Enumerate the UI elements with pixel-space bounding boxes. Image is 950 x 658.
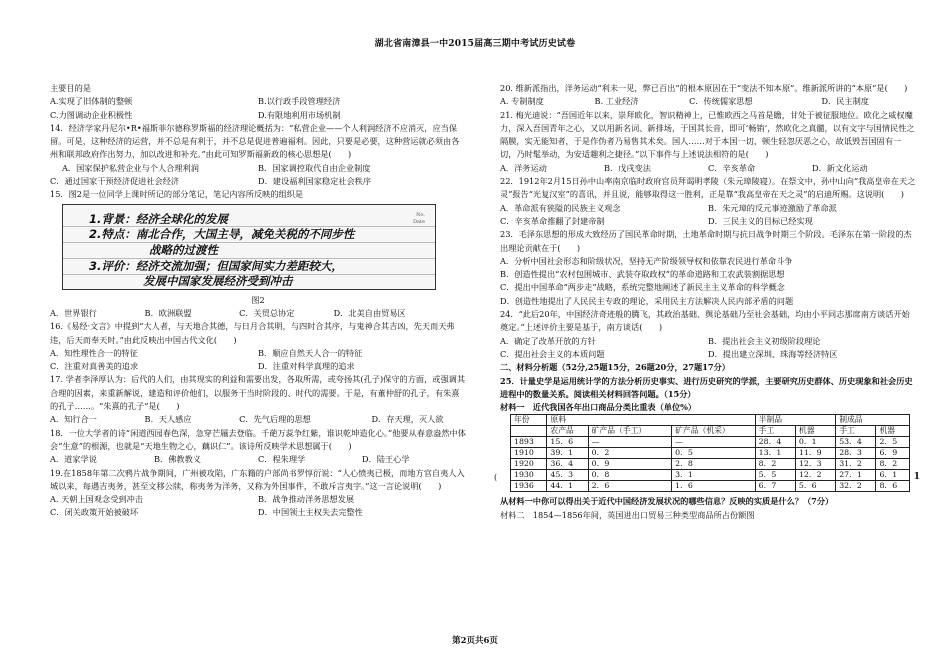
q16-option-d: D．注重对科学真理的追求	[258, 361, 355, 372]
note-date-label: Date	[413, 218, 425, 225]
q19-option-d: D．中国领土主权失去完整性	[258, 507, 363, 518]
table-cell: 36．4	[547, 459, 588, 470]
table-cell: 2．6	[588, 481, 672, 492]
table-cell: 8．6	[876, 481, 910, 492]
table-cell: 0．1	[795, 437, 835, 448]
q22-option-d: D．三民主义的目标已经实现	[708, 215, 813, 226]
table-cell: 12．3	[795, 459, 835, 470]
q13-options-row2	[50, 109, 466, 122]
q20-options	[500, 95, 916, 108]
q22-stem: 22．1912年2月15日孙中山率南京临时政府官员拜谒明孝陵（朱元璋陵寝）。在祭文中，孙中山向“我高皇帝在天之灵”报告“光复汉室”的喜讯，并且说，能够取得这一胜利，正是靠“我高皇帝在天之灵”的启迪所赐。这说明( )	[500, 176, 916, 200]
table-cell: 11．9	[795, 448, 835, 459]
q15-option-c: C．关贸总协定	[239, 307, 295, 318]
table-cell: 39．1	[547, 448, 588, 459]
page-footer: 第2页共6页	[452, 636, 498, 646]
q17-option-a: A．知行合一	[50, 414, 97, 425]
note-line-2: 2.特点：南北合作，大国主导，减免关税的不同步性	[89, 226, 355, 241]
table-header-cell: 矿产品（手工）	[588, 426, 672, 437]
q20-option-a: A. 专制制度	[500, 96, 544, 107]
q19-options-row1	[50, 493, 466, 506]
q16-option-b: B．顺应自然天人合一的特征	[258, 347, 363, 358]
table-header-cell: 制成品	[836, 415, 910, 426]
table-cell: 27．1	[836, 470, 876, 481]
note-line-5: 发展中国家发展经济受到冲击	[143, 273, 293, 288]
q18-option-c: C．程朱理学	[258, 454, 306, 465]
q18-option-a: A．道家学说	[50, 454, 97, 465]
table-cell: 1930	[511, 470, 547, 481]
table-cell: 1920	[511, 459, 547, 470]
q22-option-b: B．朱元璋的反元事迹激励了革命派	[708, 202, 837, 213]
q15-option-d: D．北美自由贸易区	[333, 307, 406, 318]
q19-options-row2	[50, 506, 466, 519]
q21-option-b: B．戊戌变法	[604, 162, 651, 173]
q21-option-a: A．洋务运动	[500, 162, 547, 173]
table-header-cell: 机器	[795, 426, 835, 437]
table-cell: 6．9	[876, 448, 910, 459]
q22-options-row1	[500, 202, 916, 215]
note-number-label: No.	[416, 211, 425, 218]
q24-option-d: D．提出建立深圳、珠海等经济特区	[708, 348, 838, 359]
table-cell: 3．1	[672, 470, 756, 481]
q24-options-row1	[500, 335, 916, 348]
q19-stem: 19.在1858年第二次鸦片战争期间，广州被攻陷，广东籍的户部尚书罗惇衍说：“人心愤夷已极，而地方官自夷人入城以来，每遇吉夷务，甚至文移公牍，称夷务为洋务，又称为外国事件，不敢斥言夷字。”这一言论说明( )	[50, 467, 465, 491]
q14-option-c: C．通过国家干预经济促进社会经济	[50, 176, 180, 187]
table-header-row-2	[511, 426, 910, 437]
q16-stem: 16.《易经·文言》中提到“大人者，与天地合其德，与日月合其明，与四时合其序，与鬼神合其吉凶，先天而天弗违，后天而奉天时。”由此反映出中国古代文化( )	[50, 321, 455, 345]
table-cell: 31．2	[836, 459, 876, 470]
table-cell: 28．4	[755, 437, 795, 448]
table-cell: 1893	[511, 437, 547, 448]
q25-stem: 25．计量史学是运用统计学的方法分析历史事实、进行历史研究的学派，主要研究历史群体、历史现象和社会历史进程中的数量关系。阅读相关材料回答问题。（15分）	[500, 375, 913, 399]
q16-option-c: C．注重对真善美的追求	[50, 361, 139, 372]
q14-options-row2	[50, 175, 466, 188]
q17-option-d: D．存天理，灭人欲	[371, 414, 444, 425]
q13-option-d: D.有限地利用市场机制	[258, 109, 341, 120]
q15-options	[50, 307, 466, 320]
q24-stem: 24．“此后20年，中国经济奇迹般的腾飞，其政治基础、舆论基础乃至社会基础，均由小平同志那席南方谈话开始奠定。”上述评价主要是基于，南方谈话( )	[500, 309, 910, 333]
table-cell: 5．5	[755, 470, 795, 481]
q20-stem: 20. 维新派指出，洋务运动“利未一见，弊已百出”的根本原因在于“变法不知本原”。维新派所讲的“本原”是( )	[500, 83, 908, 93]
q23-option-a: A．分析中国社会形态和阶级状况，坚持无产阶级领导权和依靠农民进行革命斗争	[500, 255, 793, 266]
q21-option-c: C．辛亥革命	[708, 162, 756, 173]
table-cell: 6．1	[876, 470, 910, 481]
q15-stem: 15．图2是一位同学上课时所记的部分笔记，笔记内容所反映的组织是	[50, 189, 304, 200]
table-header-row-1	[511, 415, 910, 426]
exam-title: 湖北省南漳县一中2015届高三期中考试历史试卷	[374, 39, 576, 49]
table-header-cell: 年份	[511, 415, 547, 426]
table-header-cell: 手工	[755, 426, 795, 437]
q13-stem-tail: 主要目的是	[50, 83, 91, 93]
table-cell: —	[672, 437, 756, 448]
table-cell: 0．5	[672, 448, 756, 459]
table-row	[511, 459, 910, 470]
table-cell: 32．2	[836, 481, 876, 492]
note-line-1: 1.背景：经济全球化的发展	[89, 211, 228, 226]
table-cell: 5．6	[795, 481, 835, 492]
q22-options-row2	[500, 215, 916, 228]
q22-option-c: C．辛亥革命推翻了封建帝制	[500, 215, 605, 226]
table-cell: 2．8	[672, 459, 756, 470]
table-row	[511, 481, 910, 492]
q21-option-d: D．新文化运动	[812, 162, 868, 173]
q17-options	[50, 413, 466, 426]
table-header-cell	[511, 426, 547, 437]
q14-option-b: B．国家调控取代自由企业制度	[258, 162, 371, 173]
table-cell: 45．3	[547, 470, 588, 481]
q20-option-c: C．传统儒家思想	[689, 96, 753, 107]
q14-option-a: A．国家保护私营企业与个人合理利润	[62, 162, 199, 173]
export-share-table	[510, 414, 910, 492]
figure-caption: 图2	[251, 294, 265, 305]
q16-option-a: A．知性理性合一的特征	[50, 347, 138, 358]
q24-option-a: A．确定了改革开放的方针	[500, 335, 596, 346]
section-2-heading: 二、材料分析题（52分,25题15分，26题20分，27题17分）	[500, 362, 730, 373]
q21-options	[500, 162, 916, 175]
table-cell: 1．6	[672, 481, 756, 492]
q23-option-b: B．创造性提出“农村包围城市、武装夺取政权”的革命道路和工农武装割据思想	[500, 269, 785, 280]
handwritten-notes-figure	[62, 204, 436, 290]
q17-stem: 17. 学者李泽厚认为：后代的人们，由其现实的利益和需要出发，各取所需，或夸扬其(孔子)保守的方面，或强调其合理的因素，来重新解说，建造和评价他们，以服务于当时阶段的、时代的需要。于是，有董仲舒的孔子，有朱熹的孔子……。“朱熹的孔子”是( )	[50, 374, 466, 412]
q24-option-c: C．提出社会主义的本质问题	[500, 348, 605, 359]
q23-stem: 23．毛泽东思想的形成大致经历了国民革命时期，土地革命时期与抗日战争时期三个阶段。毛泽东在第一阶段的杰出理论贡献在于( )	[500, 229, 912, 253]
table-header-cell: 机器	[876, 426, 910, 437]
table-cell: 8．2	[876, 459, 910, 470]
q17-option-c: C．先气后理的思想	[239, 414, 311, 425]
table-header-cell: 半制品	[755, 415, 836, 426]
table-cell: 1910	[511, 448, 547, 459]
q13-option-b: B.以行政手段管理经济	[258, 96, 341, 107]
q18-options	[50, 453, 466, 466]
q20-option-b: B. 工业经济	[594, 96, 639, 107]
note-line-4: 3.评价：经济交流加强；但国家间实力差距较大，	[89, 258, 343, 273]
table-cell: —	[588, 437, 672, 448]
table-header-cell: 农产品	[547, 426, 588, 437]
q16-options-row2	[50, 360, 466, 373]
table-cell: 28．3	[836, 448, 876, 459]
q23-option-c: C．提出中国革命“两步走”战略，系统完整地阐述了新民主主义革命的科学概念	[500, 282, 785, 293]
table-cell: 15．6	[547, 437, 588, 448]
q15-option-b: B．欧洲联盟	[144, 307, 192, 318]
q15-option-a: A．世界银行	[50, 307, 97, 318]
q16-options-row1	[50, 347, 466, 360]
table-row	[511, 470, 910, 481]
note-ruled-line	[63, 242, 435, 243]
q20-option-d: D．民主制度	[821, 96, 869, 107]
table-header-cell: 手工	[836, 426, 876, 437]
q13-option-a: A.实现了旧体制的整顿	[50, 96, 133, 107]
q13-option-c: C.力图调动企业积极性	[50, 109, 133, 120]
table-cell: 44．1	[547, 481, 588, 492]
table-cell: 0．9	[588, 459, 672, 470]
table-header-cell: 原料	[547, 415, 755, 426]
table-cell: 2．5	[876, 437, 910, 448]
q21-stem: 21. 梅光迪说：“吾国近年以来，崇拜欧化，智识精神上，已惟欧西之马首是瞻，甘处于被征服地位。欧化之威权魔力，深入吾国青年之心，又以用新名词、新排场，于国其长音，即可‘畅销’，然欧化之真髓，以有文字与国情民性之隔膜，实无能知者，于是作伪者乃易售其术矣。国人……对于本国一切，顿生轻忽厌恶之心，故诋毁吾国固有一切，乃时髦举动，为安适趣利之捷径。”以下事件与上述说法相符的是( )	[500, 109, 915, 160]
edge-mark: 1	[913, 472, 920, 482]
q22-option-a: A．革命派有狭隘的民族主义观念	[500, 202, 621, 213]
table-cell: 8．2	[755, 459, 795, 470]
table-header-cell: 矿产品（机采）	[672, 426, 756, 437]
right-column	[500, 82, 916, 522]
margin-parenthesis: (	[494, 473, 498, 482]
table-cell: 12．2	[795, 470, 835, 481]
q19-option-b: B．战争推动洋务思想发展	[258, 494, 355, 505]
table-row	[511, 437, 910, 448]
left-column	[50, 82, 466, 520]
material-1-title: 材料一 近代我国各年出口商品分类比重表（单位%）	[500, 402, 697, 413]
note-line-3: 战略的过渡性	[149, 242, 218, 257]
q13-options-row1	[50, 95, 466, 108]
q18-stem: 18．一位大学者的诗“闲道西园春色深，急穿芒屩去登临。千葩万蕊争红紫，谁识乾坤造化心。”他要从春意盎然中体会“生意”的根源，也就是“天地生物之心，藕识仁”。该诗所反映学术思想属于( )	[50, 427, 466, 451]
q14-stem: 14．经济学家丹尼尔•R•福斯菲尔德称罗斯福的经济理论概括为：“私营企业——个人利润经济不应消灭，应当保留。可是，这种经济的运营，并不总是有利于，并不总是促进普遍福利。因此，只要是必要，这种营运就必须由各州和联邦政府作出努力，加以改进和补充。”由此可知罗斯福新政的核心思想是( )	[50, 122, 460, 160]
q18-option-b: B．佛教教义	[154, 454, 201, 465]
q18-option-d: D．陆王心学	[362, 454, 410, 465]
q25-subquestion: 从材料一中你可以得出关于近代中国经济发展状况的哪些信息？反映的实质是什么？（7分）	[500, 496, 834, 507]
q19-option-a: A. 天朝上国观念受到冲击	[50, 494, 143, 505]
q14-options-row1	[50, 162, 466, 175]
table-cell: 0．2	[588, 448, 672, 459]
q14-option-d: D．建设福利国家稳定社会秩序	[258, 176, 372, 187]
table-cell: 0．8	[588, 470, 672, 481]
material-2-title: 材料二 1854—1856年间，英国进出口贸易三种类型商品所占份额图	[500, 509, 755, 520]
table-cell: 6．7	[755, 481, 795, 492]
q24-option-b: B．提出社会主义初级阶段理论	[708, 335, 821, 346]
table-row	[511, 448, 910, 459]
q17-option-b: B．天人感应	[144, 414, 192, 425]
table-cell: 13．1	[755, 448, 795, 459]
q24-options-row2	[500, 348, 916, 361]
q23-option-d: D．创造性地提出了人民民主专政的理论，采用民主方法解决人民内部矛盾的问题	[500, 295, 794, 306]
table-cell: 1936	[511, 481, 547, 492]
table-cell: 53．4	[836, 437, 876, 448]
q19-option-c: C．闭关政策开始被破坏	[50, 507, 139, 518]
